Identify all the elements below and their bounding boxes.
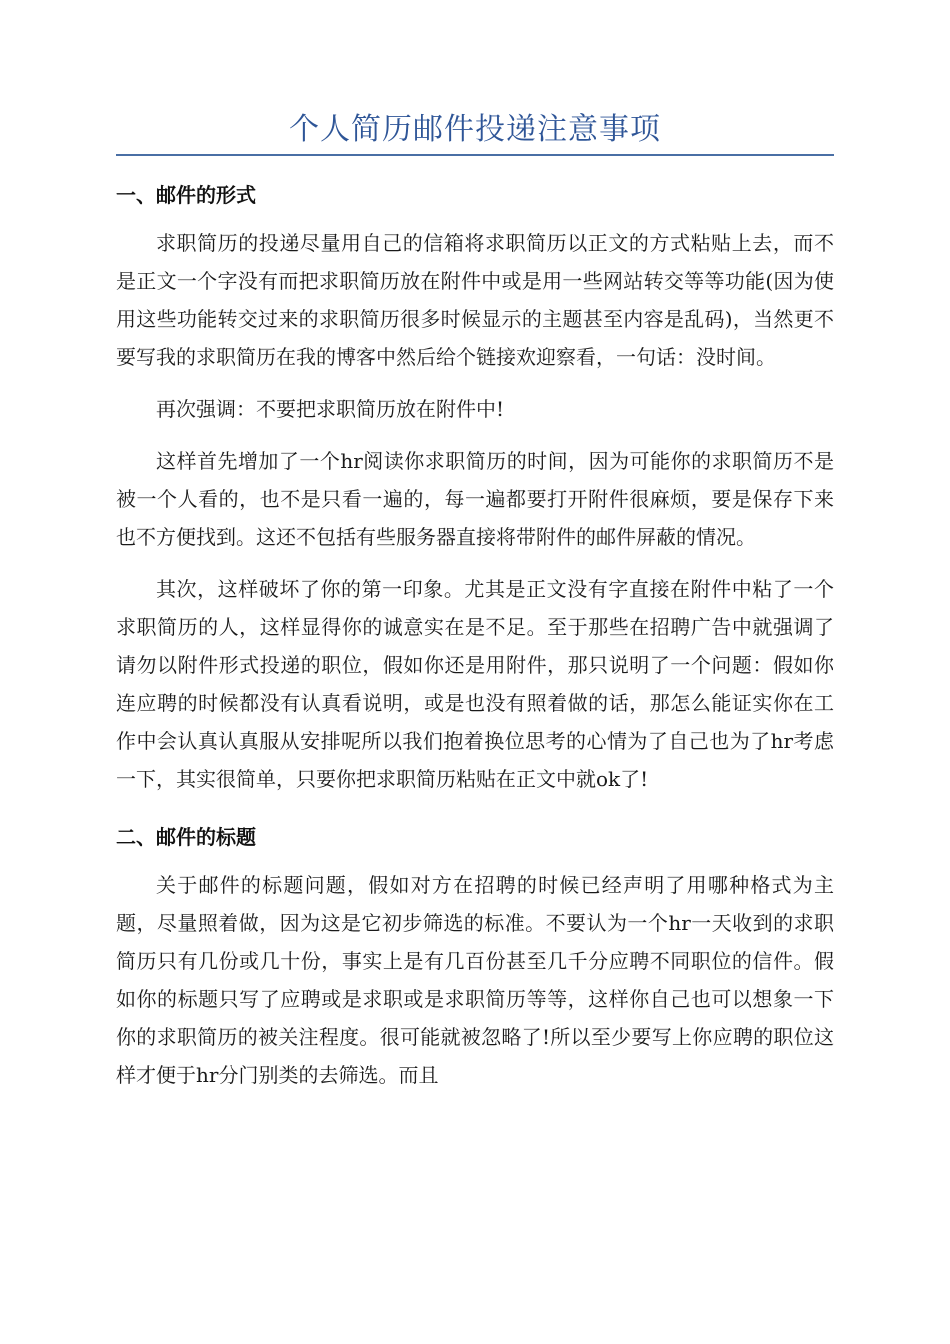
section-email-format [116,178,834,798]
section-email-subject [116,820,834,1094]
paragraph: 再次强调：不要把求职简历放在附件中! [156,397,505,421]
document-title: 个人简历邮件投递注意事项 [289,112,661,147]
section-heading: 一、邮件的形式 [116,183,256,207]
paragraph: 关于邮件的标题问题，假如对方在招聘的时候已经声明了用哪种格式为主题，尽量照着做，因为这是它初步筛选的标准。不要认为一个hr一天收到的求职简历只有几份或几十份，事实上是有几百份甚至几千分应聘不同职位的信件。假如你的标题只写了应聘或是求职或是求职简历等等，这样你自己也可以想象一下你的求职简历的被关注程度。很可能就被忽略了!所以至少要写上你应聘的职位这样才便于hr分门别类的去筛选。而且 [116,873,834,1087]
paragraph: 求职简历的投递尽量用自己的信箱将求职简历以正文的方式粘贴上去，而不是正文一个字没有而把求职简历放在附件中或是用一些网站转交等等功能(因为使用这些功能转交过来的求职简历很多时候显示的主题甚至内容是乱码)，当然更不要写我的求职简历在我的博客中然后给个链接欢迎察看，一句话：没时间。 [116,231,834,369]
document-page [116,108,834,1094]
title-underline [116,154,834,156]
paragraph: 这样首先增加了一个hr阅读你求职简历的时间，因为可能你的求职简历不是被一个人看的，也不是只看一遍的，每一遍都要打开附件很麻烦，要是保存下来也不方便找到。这还不包括有些服务器直接将带附件的邮件屏蔽的情况。 [116,449,834,549]
paragraph: 其次，这样破坏了你的第一印象。尤其是正文没有字直接在附件中粘了一个求职简历的人，这样显得你的诚意实在是不足。至于那些在招聘广告中就强调了请勿以附件形式投递的职位，假如你还是用附件，那只说明了一个问题：假如你连应聘的时候都没有认真看说明，或是也没有照着做的话，那怎么能证实你在工作中会认真认真服从安排呢所以我们抱着换位思考的心情为了自己也为了hr考虑一下，其实很简单，只要你把求职简历粘贴在正文中就ok了! [116,577,834,791]
section-heading: 二、邮件的标题 [116,825,256,849]
